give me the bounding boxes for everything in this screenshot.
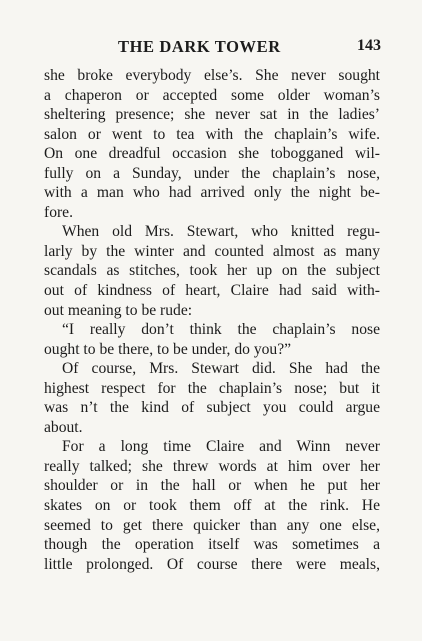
- text-line: ought to be there, to be under, do you?”: [44, 340, 292, 358]
- text-line: sheltering presence; she never sat in the ladies’: [44, 106, 380, 124]
- text-line: fully on a Sunday, under the chaplain’s nose,: [44, 164, 380, 182]
- text-line: On one dreadful occasion she tobogganed wil-: [44, 145, 380, 163]
- text-line: really talked; she threw words at him over her: [44, 457, 380, 475]
- text-line: highest respect for the chaplain’s nose; but it: [44, 379, 380, 397]
- text-line: salon or went to tea with the chaplain’s wife.: [44, 125, 380, 143]
- text-line: was n’t the kind of subject you could argue: [44, 399, 380, 417]
- text-line: fore.: [44, 203, 74, 221]
- text-line: “I really don’t think the chaplain’s nose: [62, 321, 380, 339]
- text-line: For a long time Claire and Winn never: [62, 438, 380, 456]
- text-line: about.: [44, 418, 83, 436]
- text-line: skates on or took them off at the rink. He: [44, 497, 380, 515]
- text-line: out meaning to be rude:: [44, 301, 193, 319]
- text-line: seemed to get there quicker than any one else,: [44, 516, 380, 534]
- text-line: she broke everybody else’s. She never sought: [44, 67, 380, 84]
- text-line: though the operation itself was sometimes a: [44, 536, 380, 554]
- text-line: larly by the winter and counted almost as many: [44, 242, 380, 260]
- text-line: a chaperon or accepted some older woman’s: [44, 86, 380, 104]
- text-line: shoulder or in the hall or when he put her: [44, 477, 380, 495]
- text-line: scandals as stitches, took her up on the subject: [44, 262, 380, 280]
- running-title: THE DARK TOWER: [118, 37, 281, 56]
- text-line: When old Mrs. Stewart, who knitted regu-: [62, 223, 380, 241]
- text-line: out of kindness of heart, Claire had said with-: [44, 282, 380, 300]
- text-line: little prolonged. Of course there were meals,: [44, 555, 380, 573]
- text-line: with a man who had arrived only the night be-: [44, 184, 380, 202]
- page-number: 143: [357, 37, 381, 54]
- text-line: Of course, Mrs. Stewart did. She had the: [62, 360, 380, 378]
- page-header: [0, 37, 422, 59]
- body-text: [44, 66, 380, 574]
